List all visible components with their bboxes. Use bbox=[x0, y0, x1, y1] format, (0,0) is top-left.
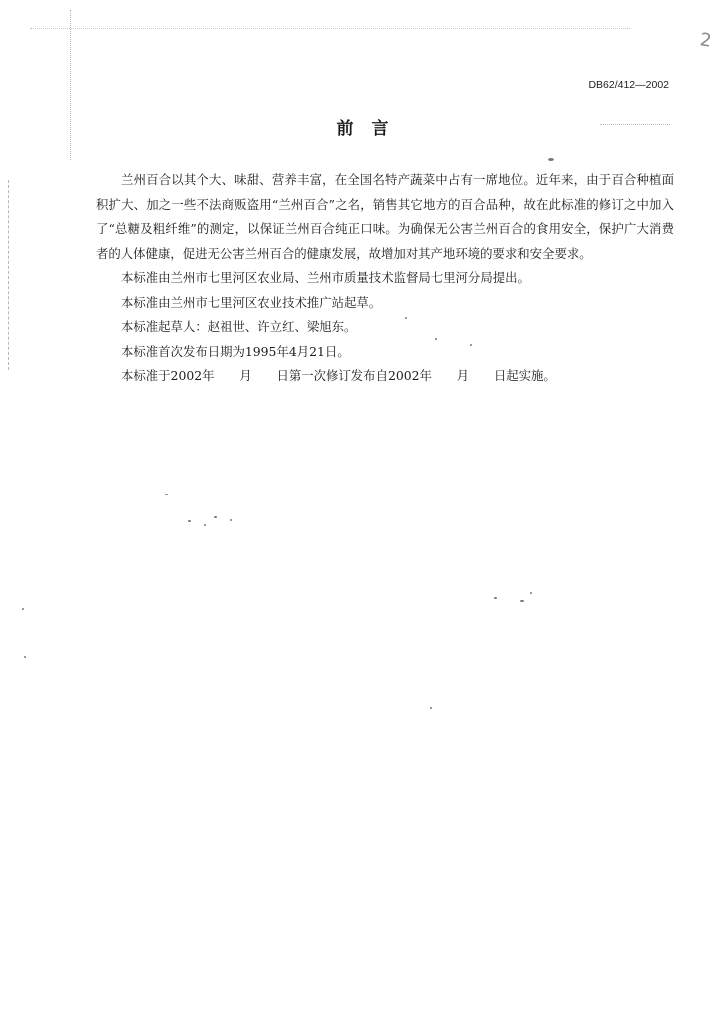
page-title: 前言 bbox=[336, 119, 407, 139]
scan-speck bbox=[520, 600, 524, 602]
paragraph: 本标准起草人：赵祖世、许立红、梁旭东。 bbox=[121, 319, 357, 334]
paragraph: 本标准由兰州市七里河区农业技术推广站起草。 bbox=[121, 294, 382, 310]
scan-speck bbox=[214, 516, 217, 518]
scan-speck bbox=[230, 519, 232, 521]
paragraph: 本标准首次发布日期为1995年4月21日。 bbox=[121, 343, 350, 359]
document-code: DB62/412—2002 bbox=[588, 79, 669, 91]
scan-speck bbox=[494, 597, 497, 599]
page-number: 2 bbox=[698, 29, 713, 52]
scan-speck bbox=[165, 494, 168, 495]
scan-speck bbox=[548, 158, 554, 161]
scan-speck bbox=[530, 592, 532, 594]
paragraph: 本标准于2002年 月 日第一次修订发布自2002年 月 日起实施。 bbox=[121, 368, 556, 383]
scan-speck bbox=[405, 317, 407, 319]
scan-speck bbox=[24, 656, 26, 658]
scan-speck bbox=[430, 707, 432, 709]
scan-speck bbox=[188, 520, 191, 522]
scan-artifact-left-edge bbox=[8, 180, 10, 370]
scan-speck bbox=[435, 338, 437, 340]
scan-speck bbox=[22, 608, 24, 610]
foreword-body bbox=[96, 168, 674, 389]
scan-artifact-top bbox=[30, 28, 630, 30]
scan-speck bbox=[204, 524, 206, 526]
scan-speck bbox=[470, 344, 472, 346]
paragraph: 兰州百合以其个大、味甜、营养丰富，在全国名特产蔬菜中占有一席地位。近年来，由于百合种植面积扩大、加之一些不法商贩盗用“兰州百合”之名，销售其它地方的百合品种，故在此标准的修订之中加入了“总糖及粗纤维”的测定，以保证兰州百合纯正口味。为确保无公害兰州百合的食用安全，保护广大消费者的人体健康，促进无公害兰州百合的健康发展，故增加对其产地环境的要求和安全要求。 bbox=[96, 172, 674, 261]
paragraph: 本标准由兰州市七里河区农业局、兰州市质量技术监督局七里河分局提出。 bbox=[121, 270, 530, 285]
